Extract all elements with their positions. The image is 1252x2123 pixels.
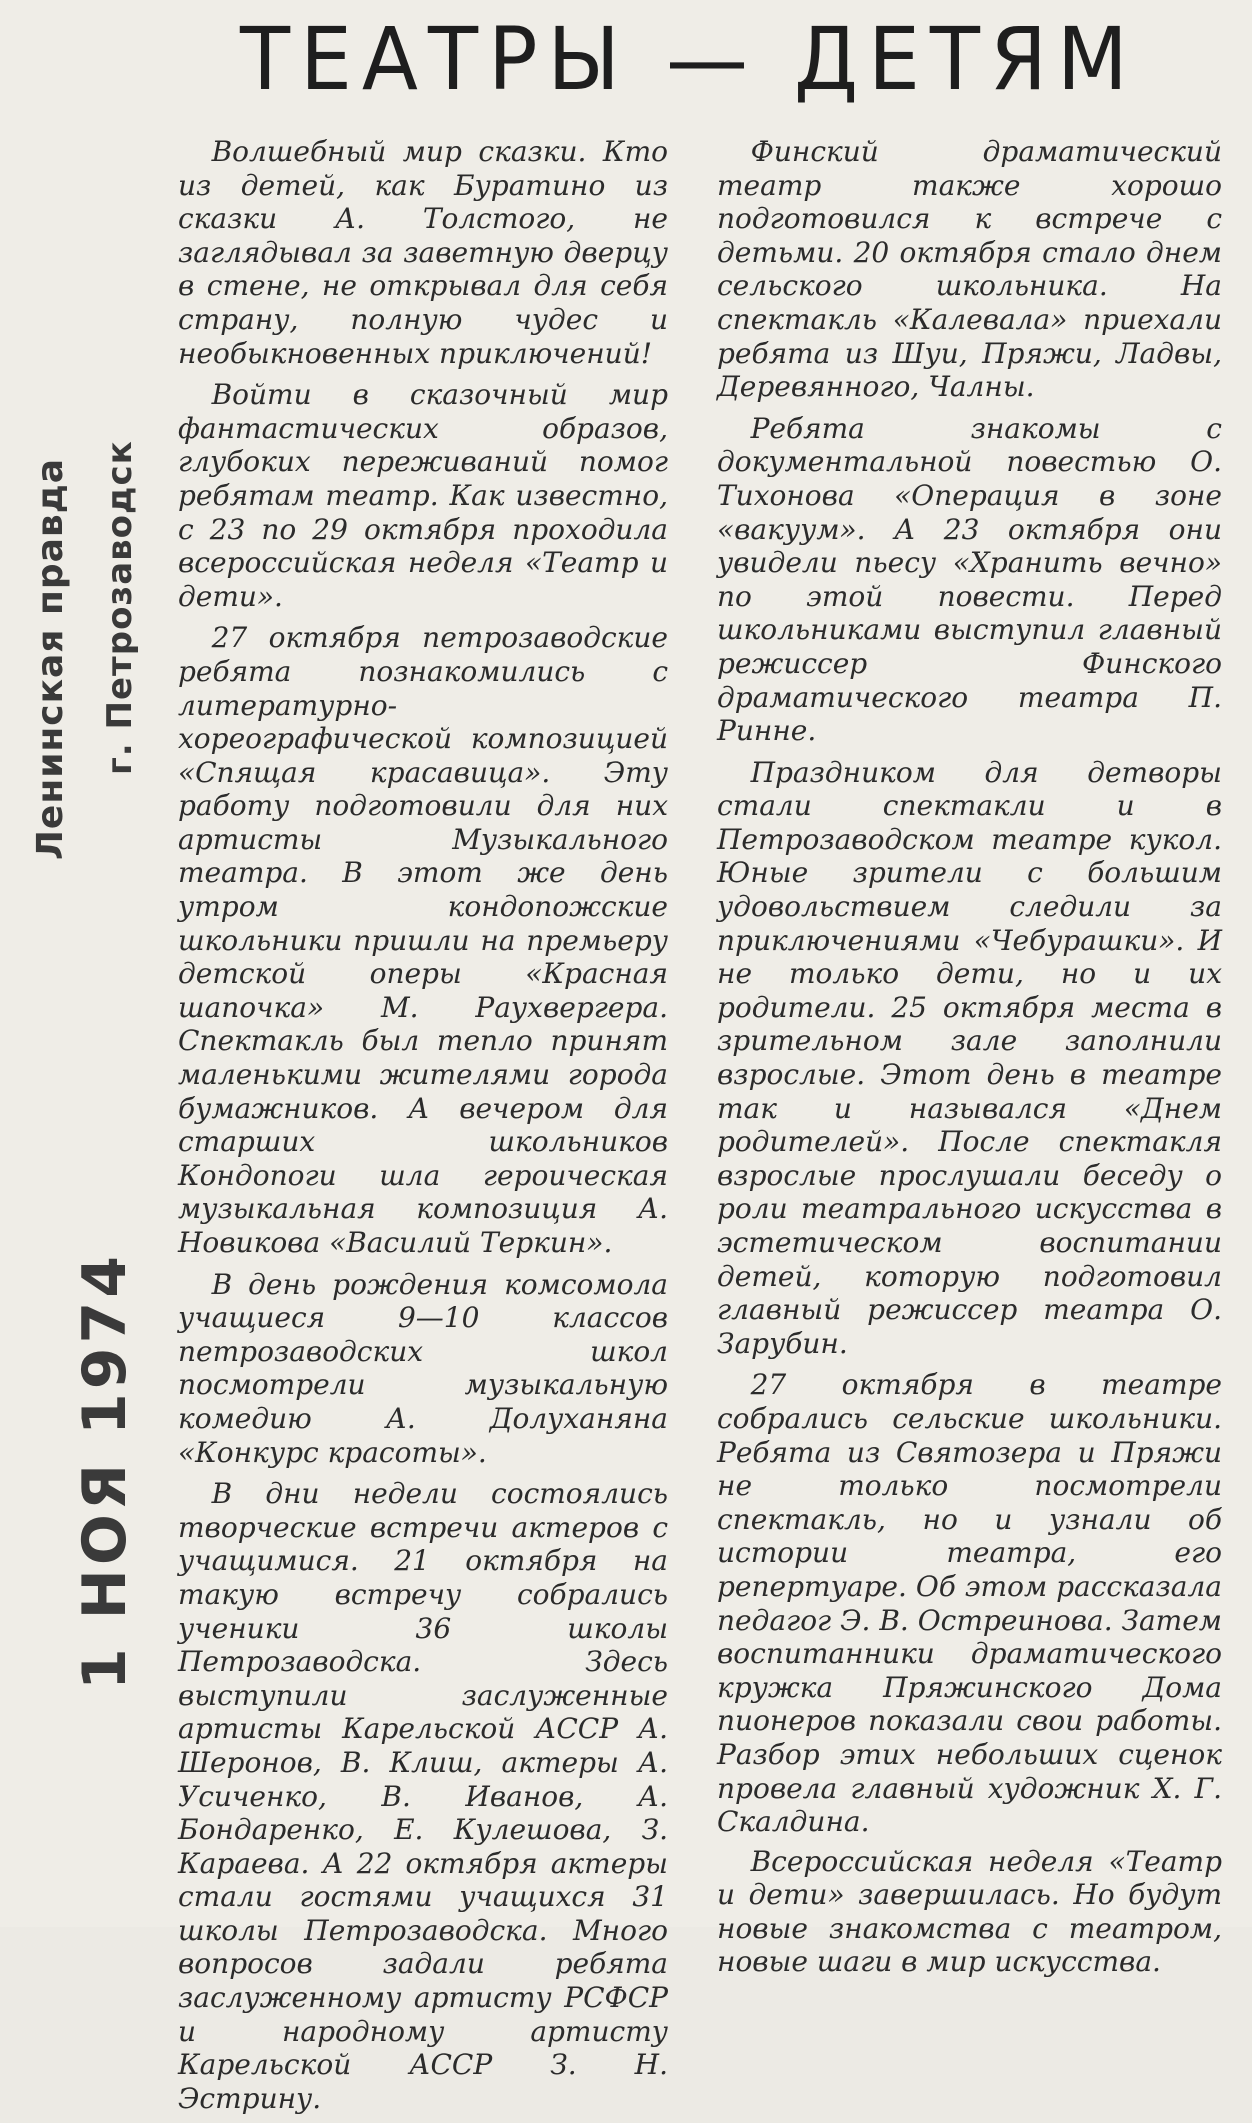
paragraph: В дни недели состоялись творческие встречи актеров с учащимися. 21 октября на такую встречу собрались ученики 36 школы Петрозаводска. Здесь выступили заслуженные артисты Карельской АССР А. Шеронов, В. Клиш, актеры А. Усиченко, В. Иванов, А. Бондаренко, Е. Кулешова, З. Караева. А 22 октября актеры стали гостями учащихся 31 школы Петрозаводска. Много вопросов задали ребята заслуженному артисту РСФСР и народному артисту Карельской АССР З. Н. Эстрину.	[178, 1477, 668, 2115]
paragraph: Праздником для детворы стали спектакли и в Петрозаводском театре кукол. Юные зрители с большим удовольствием следили за приключениями «Чебурашки». И не только дети, но и их родители. 25 октября места в зрительном зале заполнили взрослые. Этот день в театре так и назывался «Днем родителей». После спектакля взрослые прослушали беседу о роли театрального искусства в эстетическом воспитании детей, которую подготовил главный режиссер театра О. Зарубин.	[717, 755, 1222, 1360]
paragraph: Ребята знакомы с документальной повестью О. Тихонова «Операция в зоне «вакуум». А 23 октября они увидели пьесу «Хранить вечно» по этой повести. Перед школьниками выступил главный режиссер Финского драматического театра П. Ринне.	[717, 411, 1222, 748]
headline: ТЕАТРЫ — ДЕТЯМ	[240, 10, 1138, 110]
stamp-newspaper-name: Ленинская правда	[30, 457, 71, 860]
paragraph: Финский драматический театр также хорошо подготовился к встрече с детьми. 20 октября стало днем сельского школьника. На спектакль «Калевала» приехали ребята из Шуи, Пряжи, Ладвы, Деревянного, Чалны.	[717, 135, 1222, 404]
stamp-date: 1 НОЯ 1974	[70, 1252, 140, 1690]
stamp-city: г. Петрозаводск	[100, 440, 140, 775]
paragraph: Войти в сказочный мир фантастических образов, глубоких переживаний помог ребятам театр. Как известно, с 23 по 29 октября проходила всероссийская неделя «Театр и дети».	[178, 378, 668, 613]
article-left-column	[178, 135, 668, 2123]
paragraph: 27 октября петрозаводские ребята познакомились с литературно-хореографической композицией «Спящая красавица». Эту работу подготовили для них артисты Музыкального театра. В этот же день утром кондопожские школьники пришли на премьеру детской оперы «Красная шапочка» М. Раухвергера. Спектакль был тепло принят маленькими жителями города бумажников. А вечером для старших школьников Кондопоги шла героическая музыкальная композиция А. Новикова «Василий Теркин».	[178, 621, 668, 1259]
paragraph: 27 октября в театре собрались сельские школьники. Ребята из Святозера и Пряжи не только посмотрели спектакль, но и узнали об истории театра, его репертуаре. Об этом рассказала педагог Э. В. Остреинова. Затем воспитанники драматического кружка Пряжинского Дома пионеров показали свои работы. Разбор этих небольших сценок провела главный художник Х. Г. Скалдина.	[717, 1368, 1222, 1839]
article-right-column	[717, 135, 1222, 1985]
paragraph: Волшебный мир сказки. Кто из детей, как Буратино из сказки А. Толстого, не заглядывал за заветную дверцу в стене, не открывал для себя страну, полную чудес и необыкновенных приключений!	[178, 135, 668, 370]
paragraph: В день рождения комсомола учащиеся 9—10 классов петрозаводских школ посмотрели музыкальную комедию А. Долуханяна «Конкурс красоты».	[178, 1267, 668, 1469]
paragraph: Всероссийская неделя «Театр и дети» завершилась. Но будут новые знакомства с театром, новые шаги в мир искусства.	[717, 1844, 1222, 1979]
